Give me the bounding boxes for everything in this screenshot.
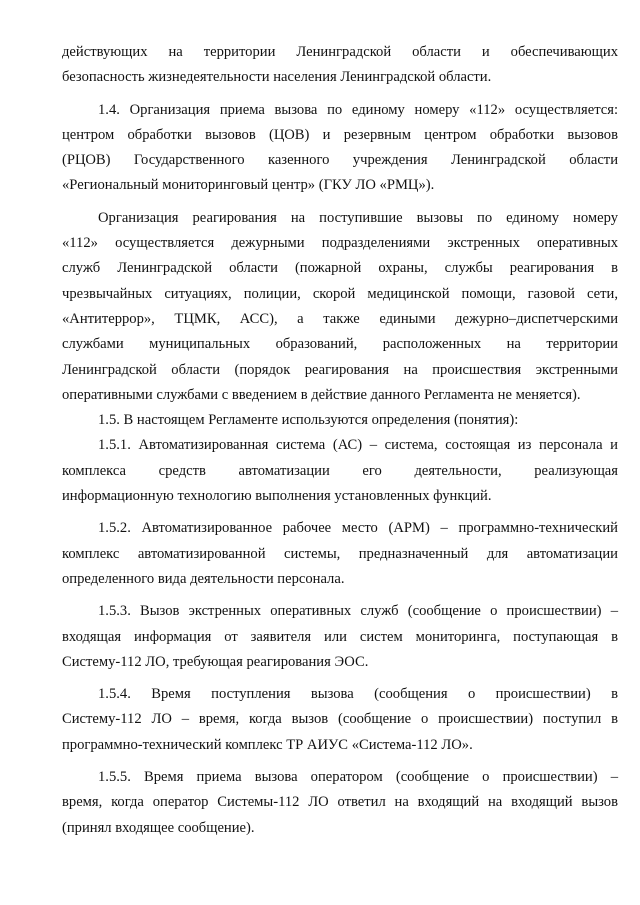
text-line: чрезвычайных ситуациях, полиции, скорой медицинской помощи, газовой сети, (62, 285, 618, 302)
text-line: «Антитеррор», ТЦМК, АСС), а также едиными дежурно–диспетчерскими (62, 310, 618, 327)
text-line: определенного вида деятельности персонала. (62, 570, 345, 587)
text-line: информационную технологию выполнения установленных функций. (62, 488, 492, 505)
text-line: 1.5.5. Время приема вызова оператором (сообщение о происшествии) – (98, 769, 618, 786)
text-line: (принял входящее сообщение). (62, 819, 255, 836)
text-line: комплекса средств автоматизации его деятельности, реализующая (62, 462, 618, 479)
paragraph-p0 (62, 40, 618, 91)
text-line: 1.5.1. Автоматизированная система (АС) – система, состоящая из персонала и (98, 437, 618, 454)
paragraph-1-5 (62, 408, 618, 433)
text-line: Организация реагирования на поступившие вызовы по единому номеру (98, 209, 618, 226)
text-line: службами муниципальных образований, расположенных на территории (62, 336, 618, 353)
paragraph-1-4 (62, 98, 618, 199)
text-line: безопасность жизнедеятельности населения Ленинградской области. (62, 69, 492, 86)
text-line: служб Ленинградской области (пожарной охраны, службы реагирования в (62, 260, 618, 277)
paragraph-1-5-5 (62, 765, 618, 841)
text-line: программно-технический комплекс ТР АИУС «Система-112 ЛО». (62, 736, 473, 753)
paragraph-1-5-4 (62, 682, 618, 758)
paragraph-response-organization (62, 206, 618, 408)
paragraph-1-5-1 (62, 433, 618, 509)
paragraph-1-5-3 (62, 599, 618, 675)
text-line: оперативными службами с введением в действие данного Регламента не меняется). (62, 386, 581, 403)
text-line: Ленинградской области (порядок реагирования на происшествия экстренными (62, 361, 618, 378)
text-line: «Региональный мониторинговый центр» (ГКУ ЛО «РМЦ»). (62, 177, 435, 194)
text-line: Систему-112 ЛО – время, когда вызов (сообщение о происшествии) поступил в (62, 711, 618, 728)
text-line: Систему-112 ЛО, требующая реагирования ЭОС. (62, 653, 369, 670)
text-line: 1.5. В настоящем Регламенте используются определения (понятия): (98, 412, 519, 429)
text-line: «112» осуществляется дежурными подразделениями экстренных оперативных (62, 235, 618, 252)
text-line: 1.5.2. Автоматизированное рабочее место (АРМ) – программно-технический (98, 520, 618, 537)
text-line: время, когда оператор Системы-112 ЛО ответил на входящий на входящий вызов (62, 794, 618, 811)
document-page (62, 40, 618, 841)
text-line: действующих на территории Ленинградской области и обеспечивающих (62, 44, 618, 60)
text-line: центром обработки вызовов (ЦОВ) и резервным центром обработки вызовов (62, 126, 618, 143)
text-line: 1.5.4. Время поступления вызова (сообщения о происшествии) в (98, 686, 618, 703)
paragraph-1-5-2 (62, 516, 618, 592)
text-line: комплекс автоматизированной системы, предназначенный для автоматизации (62, 545, 618, 562)
text-line: 1.5.3. Вызов экстренных оперативных служб (сообщение о происшествии) – (98, 603, 618, 620)
text-line: 1.4. Организация приема вызова по единому номеру «112» осуществляется: (98, 101, 618, 118)
text-line: (РЦОВ) Государственного казенного учреждения Ленинградской области (62, 152, 618, 169)
text-line: входящая информация от заявителя или систем мониторинга, поступающая в (62, 628, 618, 645)
